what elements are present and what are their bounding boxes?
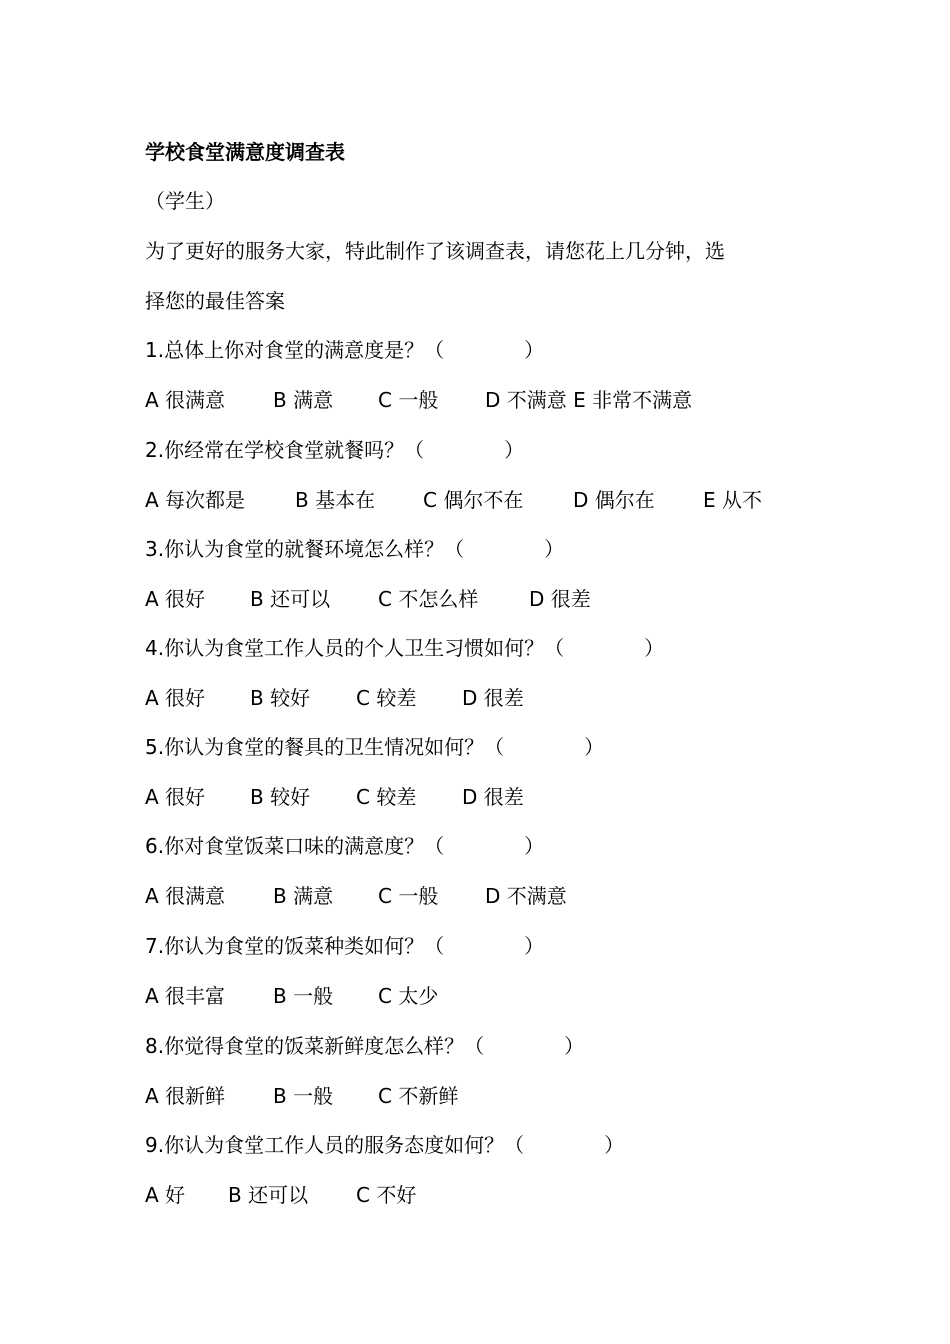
option-c: C 不新鲜 [378,1084,459,1108]
option-d: D 很差 [462,686,524,710]
option-b: B 一般 [273,1084,334,1108]
question-6-options [0,884,950,908]
question-8-options [0,1084,950,1108]
question-2-options [0,488,950,512]
option-d: D 不满意 E 非常不满意 [485,388,693,412]
option-a: A 好 [145,1183,186,1207]
question-9-options [0,1183,950,1207]
option-c: C 一般 [378,884,439,908]
question-1: 1.总体上你对食堂的满意度是？（ ） [145,338,545,362]
option-a: A 很好 [145,587,206,611]
question-1-options [0,388,950,412]
option-b: B 较好 [250,686,311,710]
option-c: C 偶尔不在 [423,488,524,512]
question-5-options [0,785,950,809]
option-c: C 太少 [378,984,439,1008]
option-b: B 基本在 [295,488,376,512]
option-a: A 每次都是 [145,488,246,512]
question-9: 9.你认为食堂工作人员的服务态度如何？（ ） [145,1133,625,1157]
question-6: 6.你对食堂饭菜口味的满意度？（ ） [145,834,545,858]
option-b: B 满意 [273,884,334,908]
option-b: B 一般 [273,984,334,1008]
option-c: C 不好 [356,1183,417,1207]
option-a: A 很丰富 [145,984,226,1008]
option-c: C 较差 [356,785,417,809]
option-e: E 从不 [703,488,762,512]
option-b: B 还可以 [250,587,331,611]
option-d: D 不满意 [485,884,567,908]
question-3: 3.你认为食堂的就餐环境怎么样？（ ） [145,537,565,561]
question-7: 7.你认为食堂的饭菜种类如何？（ ） [145,934,545,958]
question-5: 5.你认为食堂的餐具的卫生情况如何？（ ） [145,735,605,759]
document-subtitle: （学生） [145,189,225,213]
option-a: A 很好 [145,686,206,710]
option-a: A 很新鲜 [145,1084,226,1108]
intro-line-2: 择您的最佳答案 [145,289,285,313]
option-a: A 很好 [145,785,206,809]
question-4-options [0,686,950,710]
option-c: C 较差 [356,686,417,710]
document-title: 学校食堂满意度调查表 [145,140,345,164]
option-c: C 一般 [378,388,439,412]
option-b: B 满意 [273,388,334,412]
option-b: B 还可以 [228,1183,309,1207]
option-c: C 不怎么样 [378,587,479,611]
option-d: D 很差 [529,587,591,611]
question-3-options [0,587,950,611]
option-a: A 很满意 [145,388,226,412]
question-8: 8.你觉得食堂的饭菜新鲜度怎么样？（ ） [145,1034,585,1058]
intro-line-1: 为了更好的服务大家，特此制作了该调查表，请您花上几分钟，选 [145,239,725,263]
question-7-options [0,984,950,1008]
option-d: D 很差 [462,785,524,809]
option-a: A 很满意 [145,884,226,908]
question-4: 4.你认为食堂工作人员的个人卫生习惯如何？（ ） [145,636,665,660]
option-b: B 较好 [250,785,311,809]
question-2: 2.你经常在学校食堂就餐吗？（ ） [145,438,525,462]
option-d: D 偶尔在 [573,488,655,512]
